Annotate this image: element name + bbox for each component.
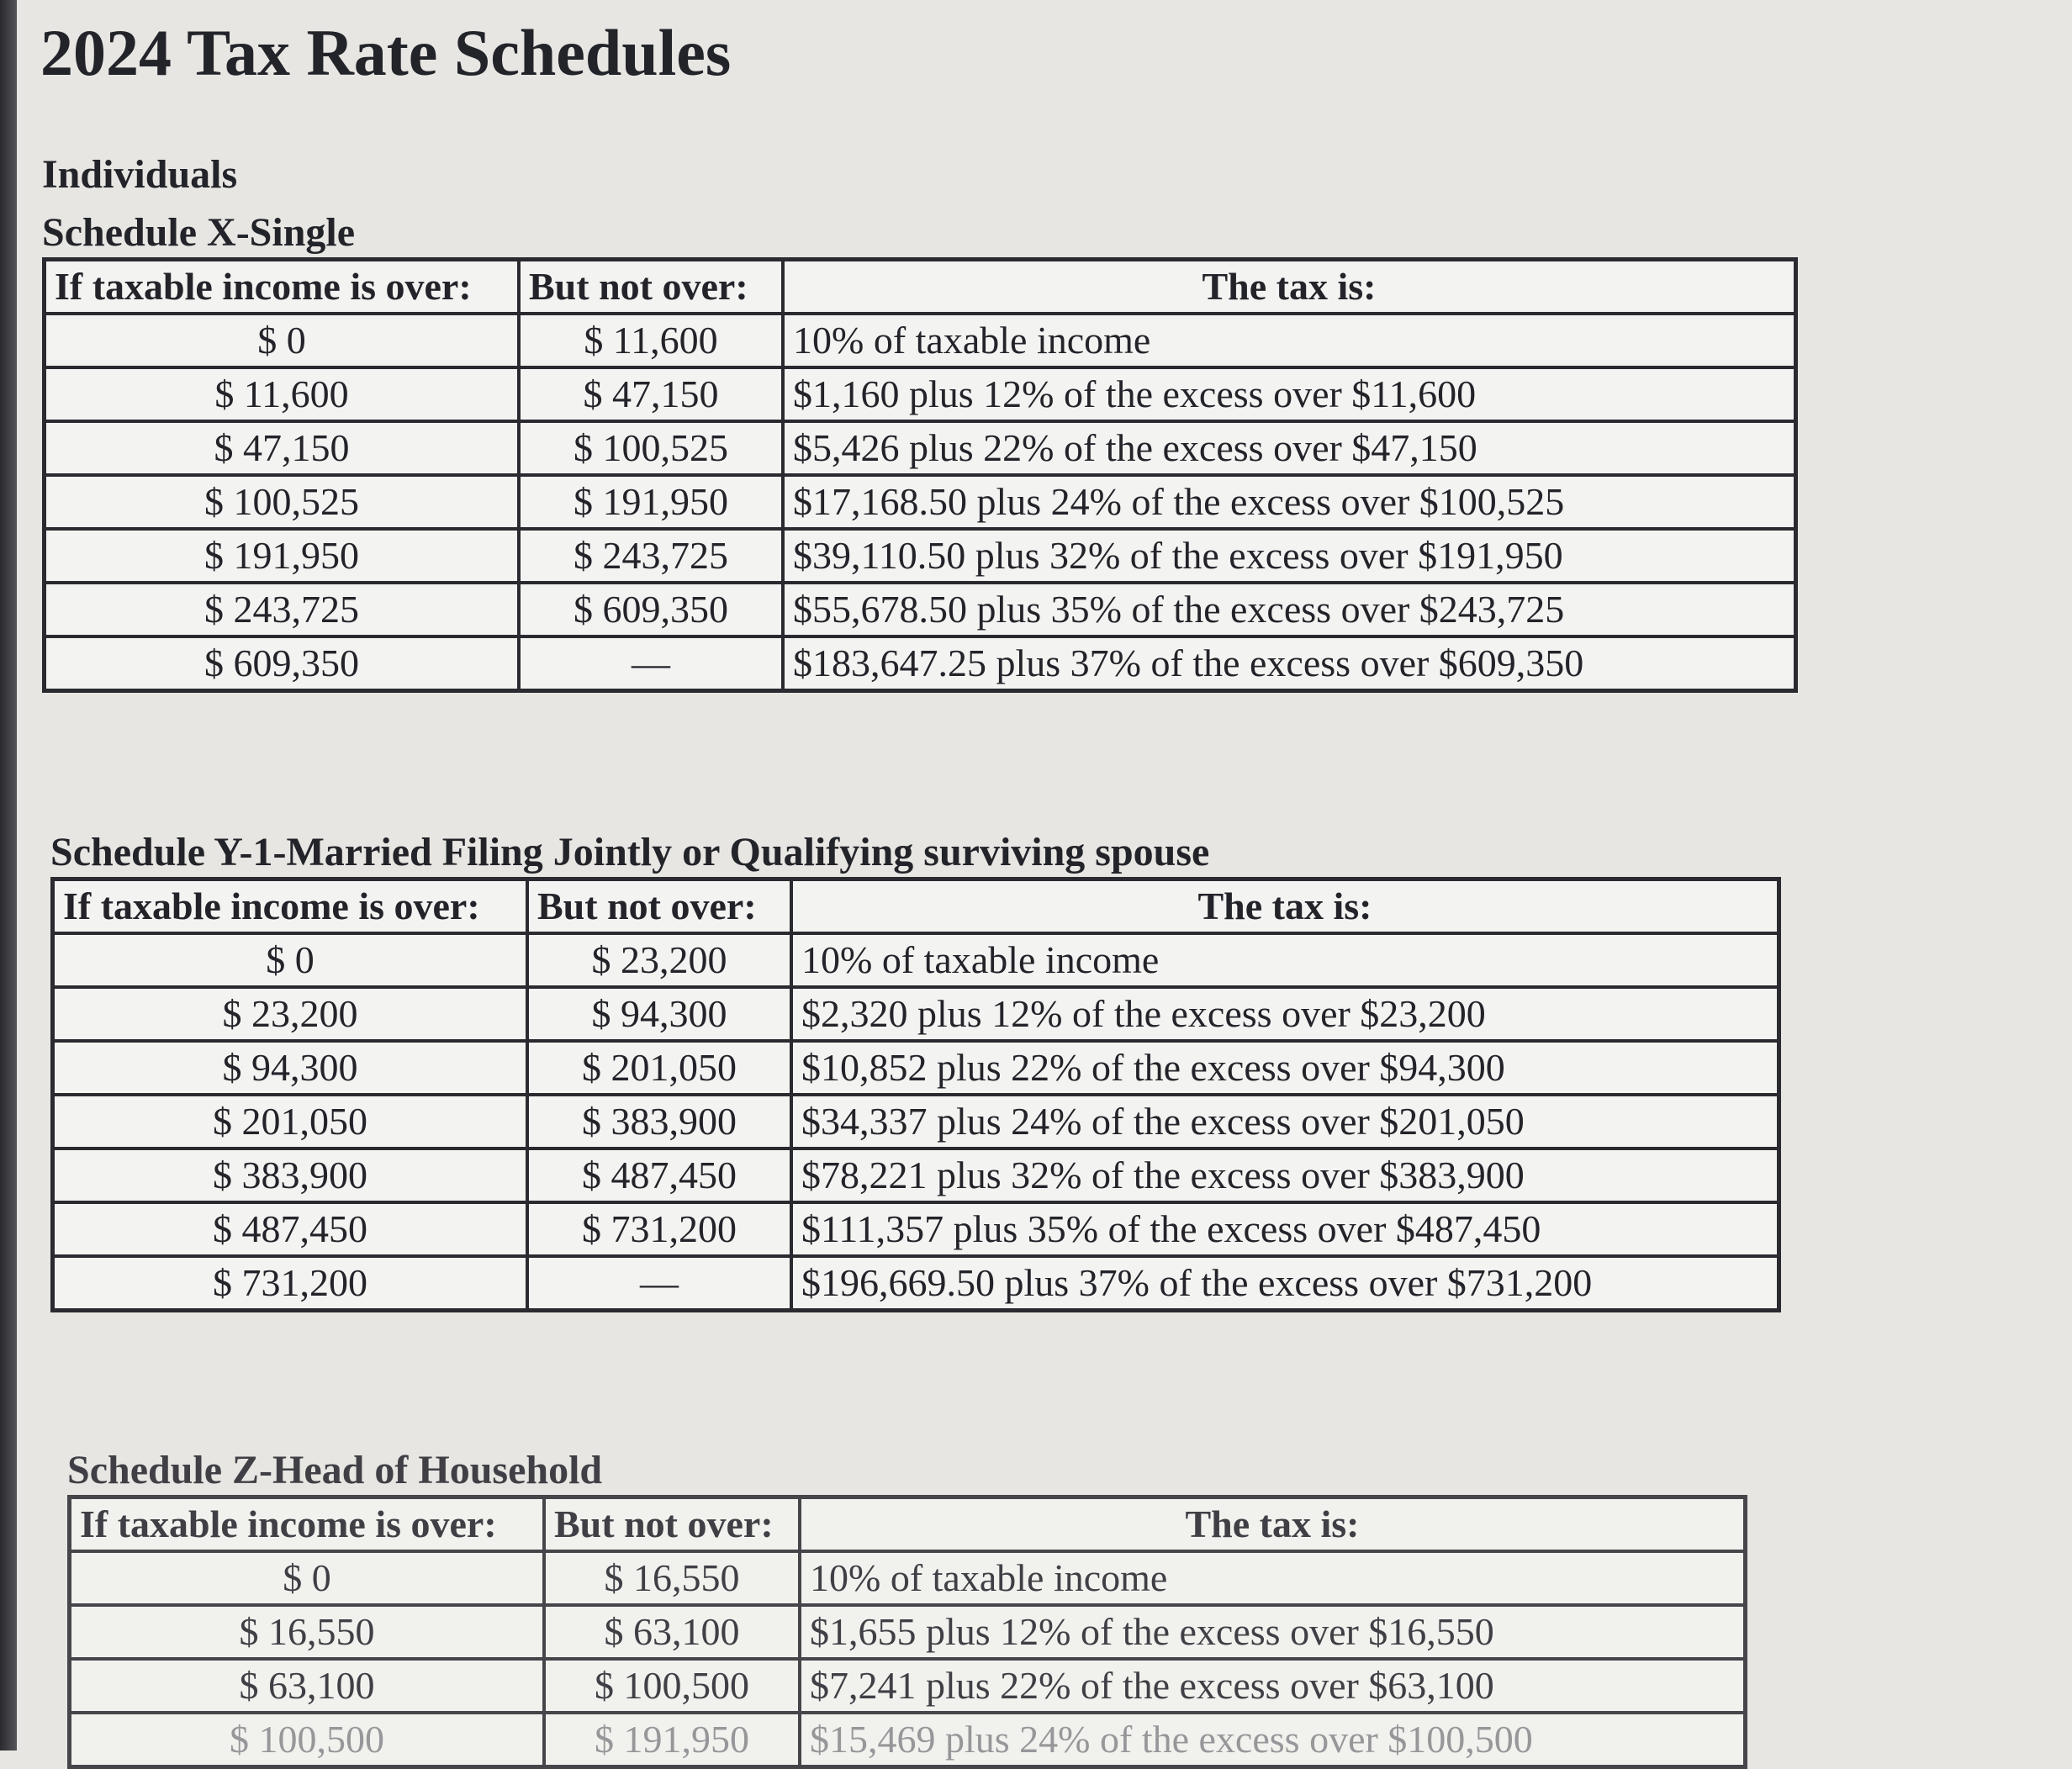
over-cell: $ 609,350 — [45, 636, 520, 691]
header-over: If taxable income is over: — [53, 879, 528, 934]
over-cell: $ 201,050 — [53, 1095, 528, 1149]
not-over-cell: $ 16,550 — [544, 1551, 800, 1605]
table-header-row — [53, 879, 1779, 934]
over-cell: $ 0 — [45, 314, 520, 367]
not-over-cell: $ 94,300 — [527, 987, 791, 1041]
not-over-cell: $ 243,725 — [519, 529, 783, 583]
over-cell: $ 63,100 — [70, 1659, 545, 1713]
table-row — [45, 529, 1796, 583]
tax-cell: $7,241 plus 22% of the excess over $63,100 — [800, 1659, 1746, 1713]
table-row — [53, 933, 1779, 987]
over-cell: $ 731,200 — [53, 1256, 528, 1311]
not-over-cell: $ 191,950 — [519, 475, 783, 529]
tax-cell: 10% of taxable income — [783, 314, 1796, 367]
tax-cell: $39,110.50 plus 32% of the excess over $191,950 — [783, 529, 1796, 583]
tax-cell: $5,426 plus 22% of the excess over $47,150 — [783, 421, 1796, 475]
not-over-cell: $ 383,900 — [527, 1095, 791, 1149]
over-cell: $ 191,950 — [45, 529, 520, 583]
over-cell: $ 47,150 — [45, 421, 520, 475]
schedule-x-table — [42, 257, 1798, 693]
over-cell: $ 16,550 — [70, 1605, 545, 1659]
table-row — [70, 1551, 1746, 1605]
tax-cell: $111,357 plus 35% of the excess over $487,450 — [791, 1202, 1779, 1256]
table-row — [53, 1095, 1779, 1149]
not-over-cell: $ 100,525 — [519, 421, 783, 475]
header-tax: The tax is: — [791, 879, 1779, 934]
tax-cell: $15,469 plus 24% of the excess over $100,500 — [800, 1713, 1746, 1767]
over-cell: $ 11,600 — [45, 367, 520, 421]
table-row — [45, 421, 1796, 475]
table-row — [53, 1041, 1779, 1095]
over-cell: $ 100,525 — [45, 475, 520, 529]
tax-cell: 10% of taxable income — [791, 933, 1779, 987]
header-not-over: But not over: — [544, 1497, 800, 1552]
not-over-cell: — — [519, 636, 783, 691]
not-over-cell: $ 731,200 — [527, 1202, 791, 1256]
over-cell: $ 487,450 — [53, 1202, 528, 1256]
schedule-y-table — [50, 877, 1781, 1312]
not-over-cell: $ 609,350 — [519, 583, 783, 636]
tax-cell: $34,337 plus 24% of the excess over $201,050 — [791, 1095, 1779, 1149]
not-over-cell: $ 201,050 — [527, 1041, 791, 1095]
schedule-z-table — [67, 1495, 1747, 1769]
table-row — [45, 636, 1796, 691]
tax-cell: $1,655 plus 12% of the excess over $16,550 — [800, 1605, 1746, 1659]
table-row — [70, 1605, 1746, 1659]
header-not-over: But not over: — [519, 260, 783, 314]
over-cell: $ 0 — [70, 1551, 545, 1605]
table-row — [45, 475, 1796, 529]
tax-cell: $183,647.25 plus 37% of the excess over $609,350 — [783, 636, 1796, 691]
tax-cell: $10,852 plus 22% of the excess over $94,300 — [791, 1041, 1779, 1095]
not-over-cell: $ 100,500 — [544, 1659, 800, 1713]
not-over-cell: $ 63,100 — [544, 1605, 800, 1659]
not-over-cell: $ 11,600 — [519, 314, 783, 367]
schedule-x-title: Schedule X-Single — [42, 210, 356, 255]
schedule-z-section — [67, 1446, 1747, 1769]
table-row — [45, 314, 1796, 367]
not-over-cell: $ 487,450 — [527, 1149, 791, 1202]
over-cell: $ 383,900 — [53, 1149, 528, 1202]
tax-cell: $78,221 plus 32% of the excess over $383,900 — [791, 1149, 1779, 1202]
table-row — [53, 1149, 1779, 1202]
table-row — [53, 1256, 1779, 1311]
table-row — [45, 367, 1796, 421]
header-tax: The tax is: — [800, 1497, 1746, 1552]
not-over-cell: $ 23,200 — [527, 933, 791, 987]
tax-cell: $196,669.50 plus 37% of the excess over $731,200 — [791, 1256, 1779, 1311]
over-cell: $ 243,725 — [45, 583, 520, 636]
over-cell: $ 0 — [53, 933, 528, 987]
tax-cell: $17,168.50 plus 24% of the excess over $100,525 — [783, 475, 1796, 529]
schedule-x-section — [42, 209, 1798, 693]
schedule-y-section — [50, 828, 1781, 1312]
screen-bezel — [0, 0, 17, 1751]
tax-cell: $1,160 plus 12% of the excess over $11,600 — [783, 367, 1796, 421]
table-row — [70, 1659, 1746, 1713]
tax-cell: 10% of taxable income — [800, 1551, 1746, 1605]
table-header-row — [45, 260, 1796, 314]
not-over-cell: $ 47,150 — [519, 367, 783, 421]
table-header-row — [70, 1497, 1746, 1552]
over-cell: $ 23,200 — [53, 987, 528, 1041]
schedule-z-title: Schedule Z-Head of Household — [67, 1448, 603, 1492]
not-over-cell: — — [527, 1256, 791, 1311]
table-row — [53, 987, 1779, 1041]
table-row — [45, 583, 1796, 636]
table-row — [53, 1202, 1779, 1256]
not-over-cell: $ 191,950 — [544, 1713, 800, 1767]
over-cell: $ 94,300 — [53, 1041, 528, 1095]
header-over: If taxable income is over: — [70, 1497, 545, 1552]
tax-cell: $55,678.50 plus 35% of the excess over $243,725 — [783, 583, 1796, 636]
header-tax: The tax is: — [783, 260, 1796, 314]
group-label: Individuals — [42, 152, 238, 197]
page-title: 2024 Tax Rate Schedules — [40, 16, 732, 89]
tax-cell: $2,320 plus 12% of the excess over $23,200 — [791, 987, 1779, 1041]
header-over: If taxable income is over: — [45, 260, 520, 314]
schedule-y-title: Schedule Y-1-Married Filing Jointly or Qualifying surviving spouse — [50, 830, 1210, 874]
table-row — [70, 1713, 1746, 1767]
over-cell: $ 100,500 — [70, 1713, 545, 1767]
header-not-over: But not over: — [527, 879, 791, 934]
